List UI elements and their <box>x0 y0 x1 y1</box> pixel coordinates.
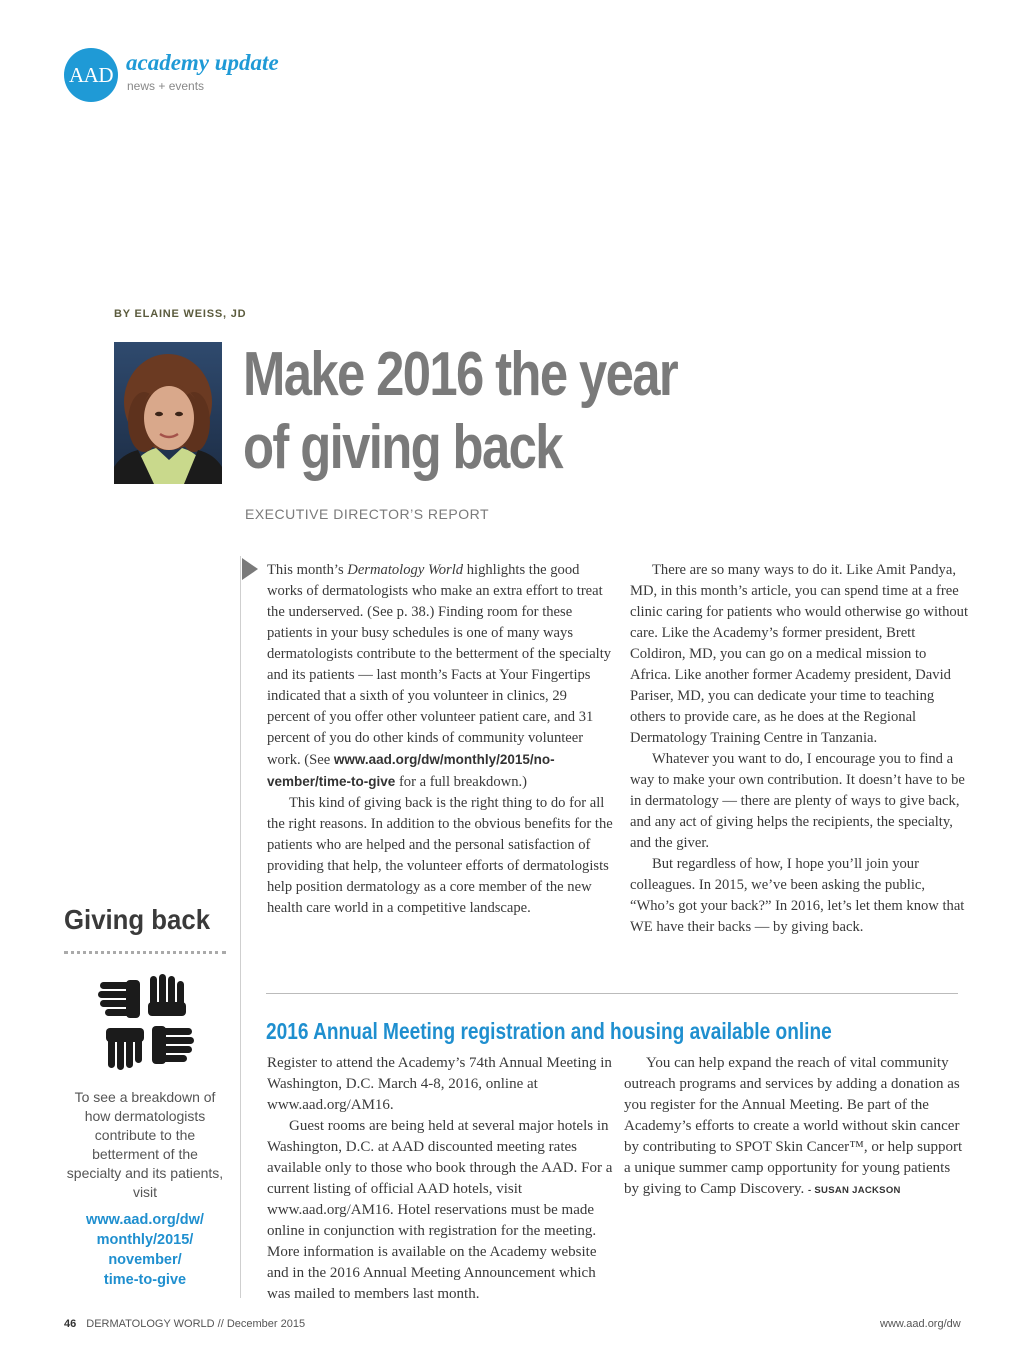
news-paragraph: Guest rooms are being held at several major hotels in Washington, D.C. at AAD discounted meeting rates available only to those who book through the AAD. For a current listing of official AAD hotels, visit www.aad.org/AM16. Hotel reservations must be made online in conjunction with registration for the meeting. More information is available on the Academy website and in the 2016 Annual Meeting Announcement which was mailed to members last month. <box>267 1118 613 1302</box>
sidebar-link-line[interactable]: www.aad.org/dw/ <box>86 1212 204 1228</box>
article-paragraph: This kind of giving back is the right thing to do for all the right reasons. In addition to the obvious benefits for the patients who are helped and the personal satisfaction of providing that help, the volunteer efforts of dermatologists help position dermatology as a core member of the new health care world in a competitive landscape. <box>267 795 613 916</box>
article-paragraph: But regardless of how, I hope you’ll join your colleagues. In 2015, we’ve been asking the public, “Who’s got your back?” In 2016, let’s let them know that WE have their backs — by giving back. <box>630 856 965 935</box>
page-number: 46 <box>64 1318 77 1330</box>
byline: BY ELAINE WEISS, JD <box>114 308 247 320</box>
news-title: 2016 Annual Meeting registration and housing available online <box>266 1018 832 1044</box>
article-kicker: EXECUTIVE DIRECTOR’S REPORT <box>245 506 490 522</box>
text-run: highlights the good works of dermatologists who make an extra effort to treat the underserved. (See p. 38.) Finding room for these patients in your busy schedules is one of many ways dermatologists contribute to the betterment of the specialty and its patients — last month’s Facts at Your Fingertips indicated that a sixth of you volunteer in clinics, 29 percent of you offer other volunteer patient care, and 31 percent of you do other kinds of community volunteer work. (See <box>267 562 612 768</box>
breakdown-link[interactable]: www.aad.org/dw/monthly/2015/no-vember/time-to-give <box>267 752 555 789</box>
headline-line-2: of giving back <box>243 413 562 482</box>
aad-logo: AAD <box>64 48 118 102</box>
article-column-1 <box>267 560 613 919</box>
news-column-2 <box>624 1053 968 1201</box>
text-run: You can help expand the reach of vital community outreach programs and services by adding a donation as you register for the Annual Meeting. Be part of the Academy’s efforts to create a world without skin cancer by contributing to SPOT Skin Cancer™, or help support a unique summer camp opportunity for young patients by giving to Camp Discovery. <box>624 1055 963 1197</box>
publication-name: Dermatology World <box>347 562 464 578</box>
news-paragraph <box>624 1053 968 1201</box>
column-divider <box>240 556 241 1298</box>
dotted-divider <box>64 951 226 954</box>
publication-info: DERMATOLOGY WORLD // December 2015 <box>86 1318 306 1330</box>
hands-together-icon <box>98 974 194 1070</box>
article-paragraph: There are so many ways to do it. Like Amit Pandya, MD, in this month’s article, you can spend time at a free clinic caring for patients who would otherwise go without care. Like the Academy’s former president, Brett Coldiron, MD, you can go on a medical mission to Africa. Like another former Academy president, David Pariser, MD, you can dedicate your time to teaching others to provide care, as he does at the Regional Dermatology Training Centre in Tanzania. <box>630 562 969 746</box>
text-run: for a full breakdown.) <box>395 774 527 790</box>
news-column-1 <box>267 1053 613 1305</box>
triangle-arrow-icon <box>242 558 258 580</box>
sidebar-text: To see a breakdown of how dermatologists contribute to the betterment of the specialty and its patients, visit <box>66 1089 224 1200</box>
sidebar-link[interactable] <box>64 1210 226 1290</box>
text-run: This month’s <box>267 562 348 578</box>
section-subtitle: news + events <box>127 79 205 93</box>
news-author: - SUSAN JACKSON <box>808 1185 901 1196</box>
author-portrait <box>114 342 222 484</box>
footer-url[interactable]: www.aad.org/dw <box>880 1318 961 1330</box>
sidebar-title: Giving back <box>64 904 211 935</box>
footer-left <box>64 1318 305 1330</box>
headline <box>243 338 702 484</box>
section-title: academy update <box>126 50 279 75</box>
headline-line-1: Make 2016 the year <box>243 340 677 409</box>
sidebar-link-line[interactable]: november/ <box>108 1252 182 1268</box>
news-paragraph: Register to attend the Academy’s 74th Annual Meeting in Washington, D.C. March 4-8, 2016, online at www.aad.org/AM16. <box>267 1055 612 1113</box>
sidebar-link-line[interactable]: monthly/2015/ <box>96 1232 194 1248</box>
sidebar-link-line[interactable]: time-to-give <box>103 1272 187 1288</box>
section-divider <box>266 993 958 994</box>
article-column-2 <box>630 560 968 938</box>
article-paragraph: Whatever you want to do, I encourage you to find a way to make your own contribution. It doesn’t have to be in dermatology — there are plenty of ways to give back, and any act of giving helps the recipients, the specialty, and the giver. <box>630 751 965 851</box>
article-paragraph <box>267 560 613 793</box>
